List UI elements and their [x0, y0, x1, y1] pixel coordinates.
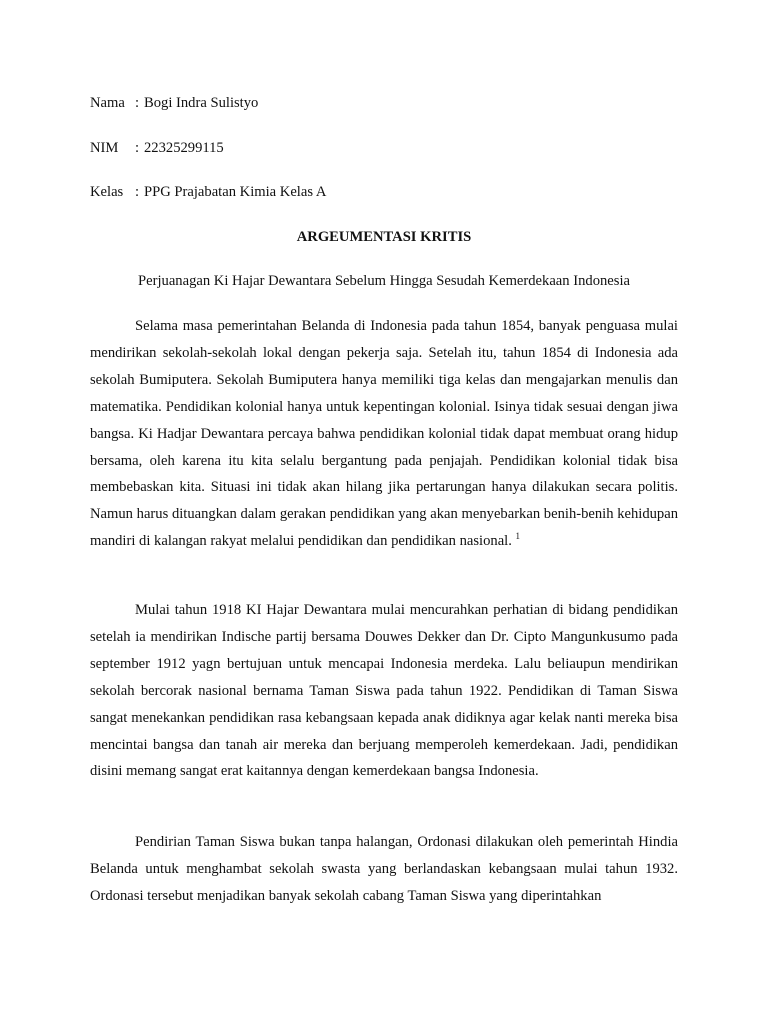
info-row-name: [90, 92, 690, 114]
paragraph-3: [90, 829, 678, 910]
nim-value: 22325299115: [144, 139, 224, 156]
document-subtitle: Perjuanagan Ki Hajar Dewantara Sebelum Hingga Sesudah Kemerdekaan Indonesia: [138, 273, 630, 289]
nim-separator: :: [135, 139, 140, 156]
document-title: ARGEUMENTASI KRITIS: [296, 229, 472, 245]
info-row-class: [90, 181, 690, 203]
paragraph-1: [90, 313, 678, 555]
student-info: [90, 92, 690, 226]
paragraph-2-text: Mulai tahun 1918 KI Hajar Dewantara mulai mencurahkan perhatian di bidang pendidikan setelah ia mendirikan Indische partij bersama Douwes Dekker dan Dr. Cipto Mangunkusumo pada september 1912 yagn bertujuan untuk mencapai Indonesia merdeka. Lalu beliaupun mendirikan sekolah bercorak nasional bernama Taman Siswa pada tahun 1922. Pendidikan di Taman Siswa sangat menekankan pendidikan rasa kebangsaan kepada anak didiknya agar kelak nanti mereka bisa mencintai bangsa dan tanah air mereka dan berjuang memperoleh kemerdekaan. Jadi, pendidikan disini memang sangat erat kaitannya dengan kemerdekaan bangsa Indonesia.: [90, 602, 678, 780]
nim-label: NIM: [90, 139, 119, 156]
paragraph-3-text: Pendirian Taman Siswa bukan tanpa halangan, Ordonasi dilakukan oleh pemerintah Hindia Belanda untuk menghambat sekolah swasta yang berlandaskan kebangsaan mulai tahun 1932. Ordonasi tersebut menjadikan banyak sekolah cabang Taman Siswa yang diperintahkan: [90, 834, 678, 904]
class-separator: :: [135, 184, 140, 200]
class-value: PPG Prajabatan Kimia Kelas A: [144, 184, 327, 200]
paragraph-2: [90, 597, 678, 785]
footnote-reference[interactable]: 1: [515, 531, 521, 542]
class-label: Kelas: [90, 184, 124, 200]
name-value: Bogi Indra Sulistyo: [144, 95, 259, 111]
paragraph-1-text: Selama masa pemerintahan Belanda di Indonesia pada tahun 1854, banyak penguasa mulai mendirikan sekolah-sekolah lokal dengan pekerja saja. Setelah itu, tahun 1854 di Indonesia ada sekolah Bumiputera. Sekolah Bumiputera hanya memiliki tiga kelas dan mengajarkan menulis dan matematika. Pendidikan kolonial hanya untuk kepentingan kolonial. Isinya tidak sesuai dengan jiwa bangsa. Ki Hadjar Dewantara percaya bahwa pendidikan kolonial tidak dapat membuat orang hidup bersama, oleh karena itu kita selalu bergantung pada penjajah. Pendidikan kolonial tidak bisa membebaskan kita. Situasi ini tidak akan hilang jika pertarungan hanya dilakukan secara politis. Namun harus dituangkan dalam gerakan pendidikan yang akan menyebarkan benih-benih kehidupan mandiri di kalangan rakyat melalui pendidikan dan pendidikan nasional.: [90, 318, 678, 550]
info-row-nim: [90, 137, 690, 159]
name-separator: :: [135, 95, 140, 111]
name-label: Nama: [90, 95, 125, 111]
